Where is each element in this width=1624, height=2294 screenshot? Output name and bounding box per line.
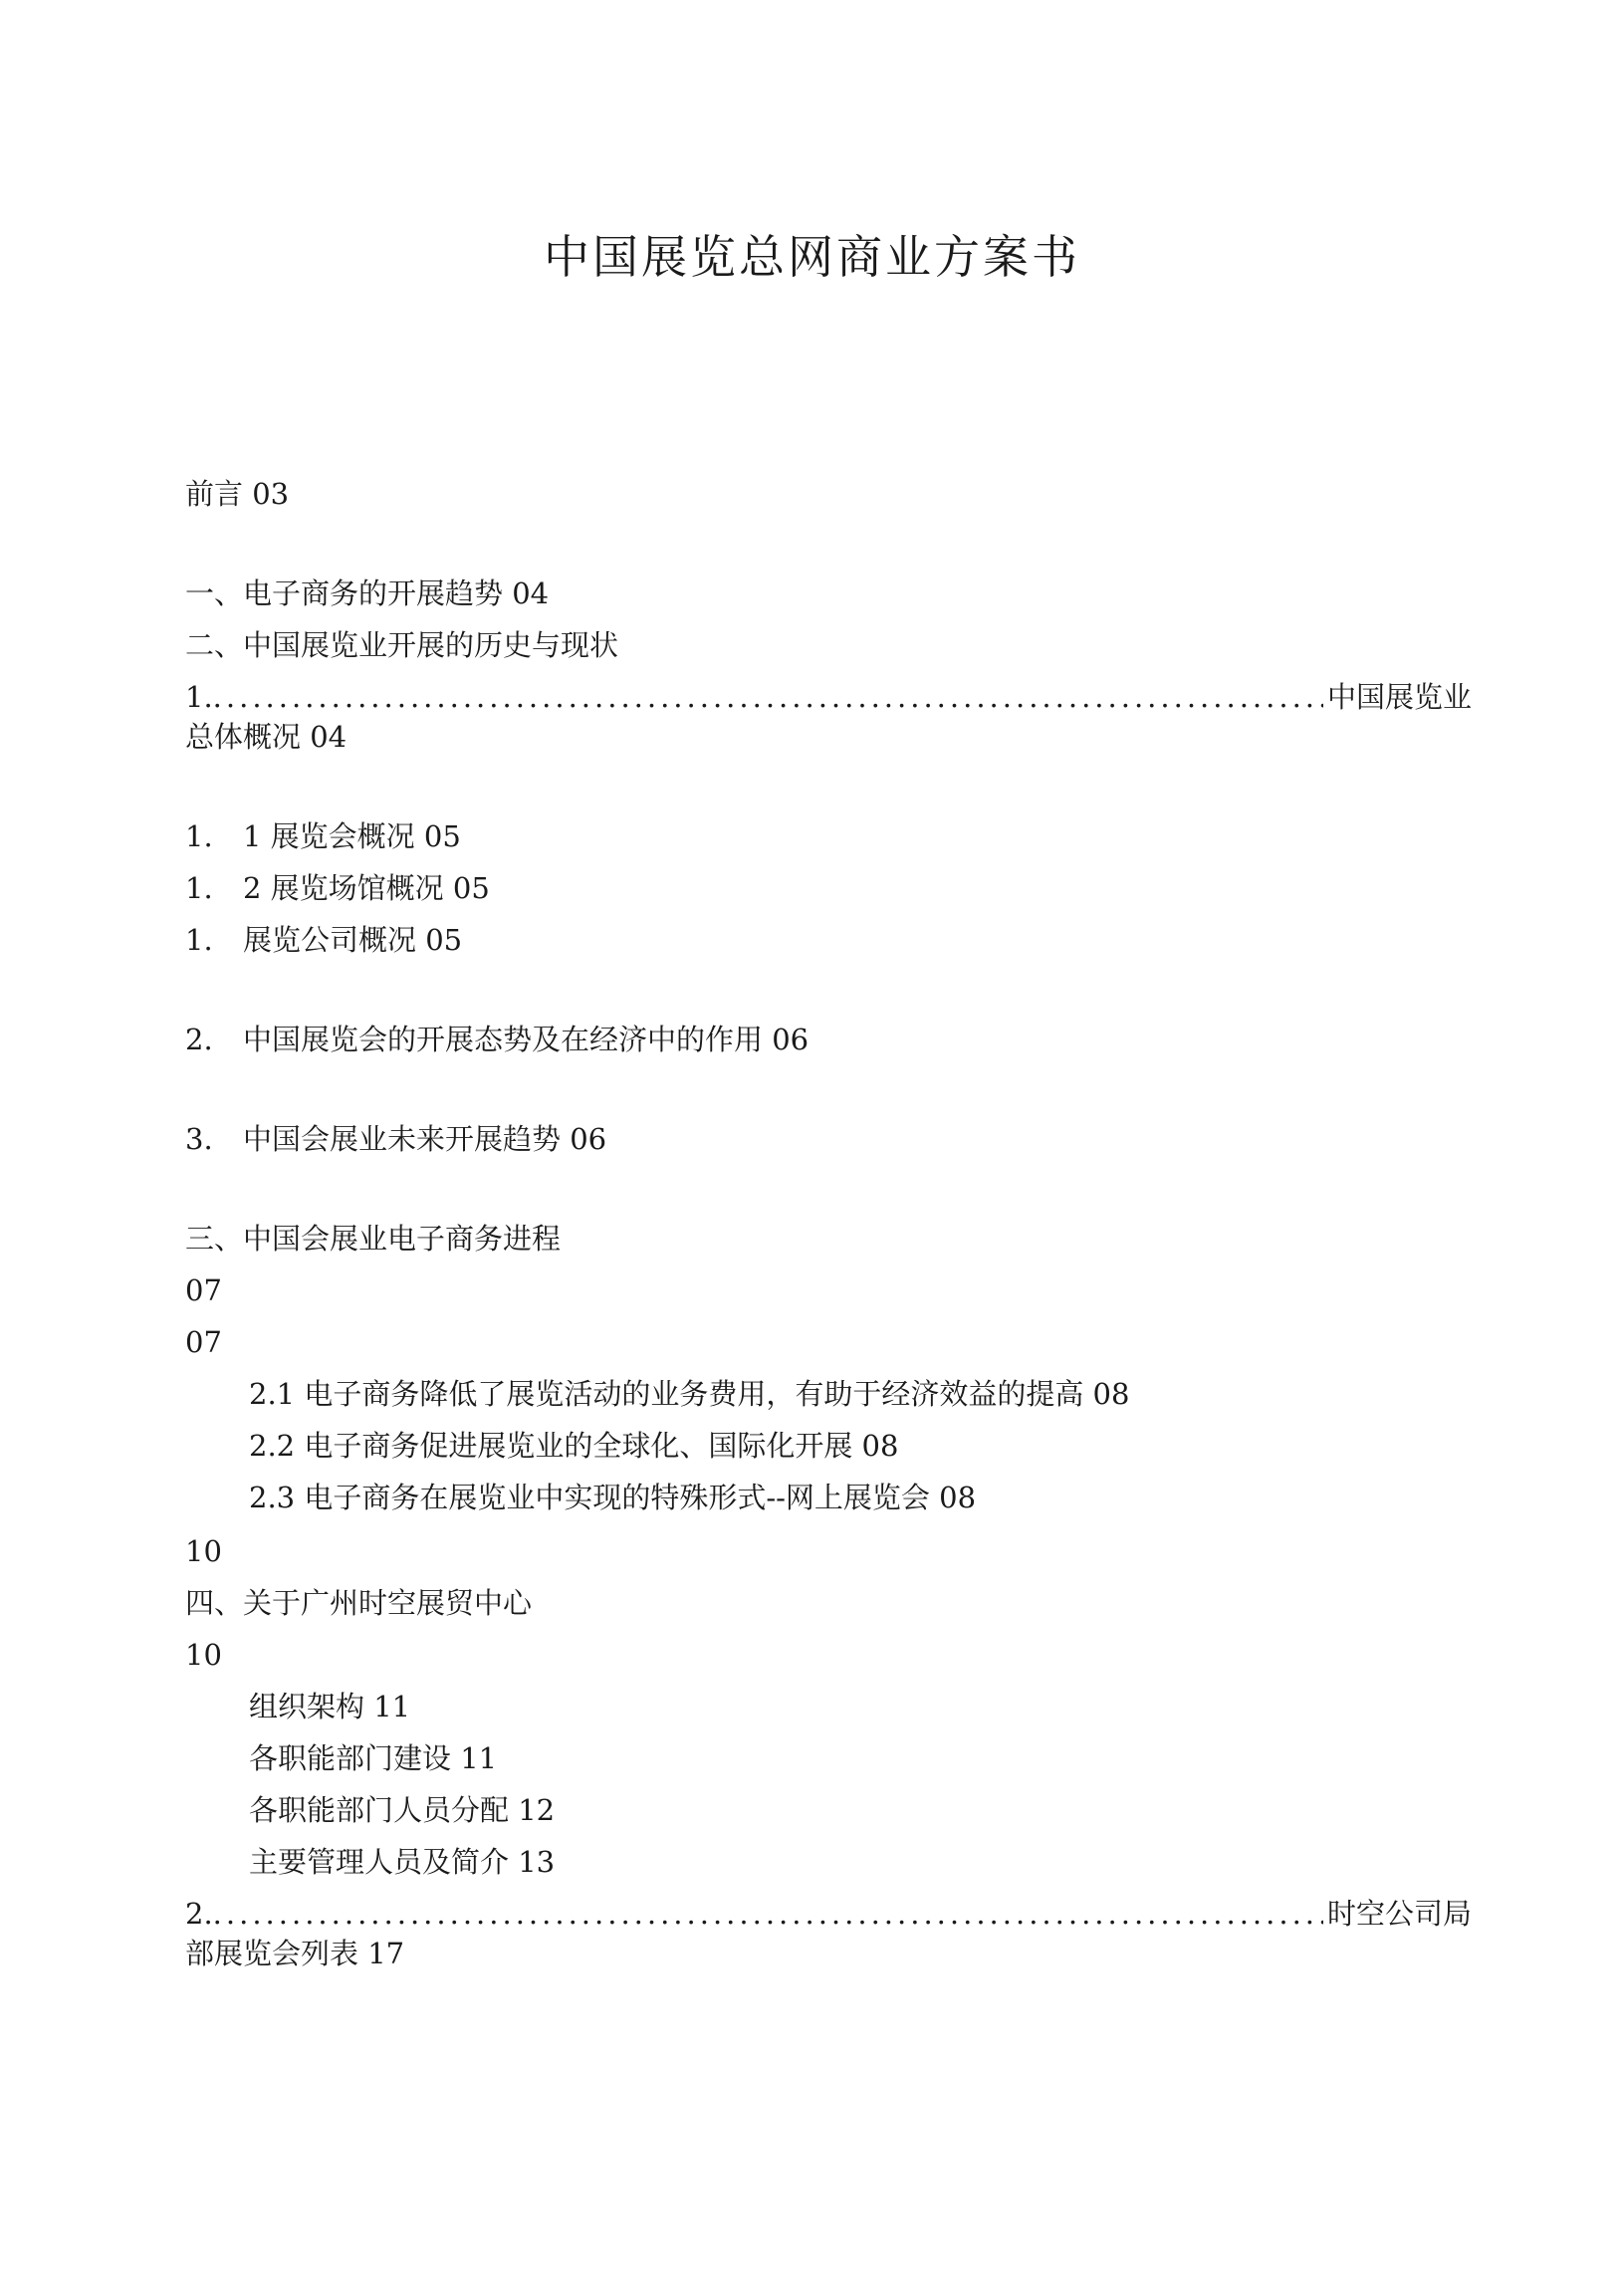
toc-text: 中国展览会的开展态势及在经济中的作用 06	[243, 1023, 810, 1056]
toc-number: 2.	[185, 1023, 213, 1056]
toc-section-2: 二、中国展览业开展的历史与现状	[185, 628, 619, 662]
toc-page-number: 10	[185, 1638, 222, 1672]
toc-entry-2-1-3	[185, 920, 462, 960]
toc-page-number: 07	[185, 1273, 222, 1307]
dot-leader	[213, 677, 1323, 717]
toc-number: 1.	[185, 819, 213, 853]
toc-preface: 前言 03	[185, 477, 290, 511]
toc-entry-2-2	[185, 1020, 809, 1059]
document-title: 中国展览总网商业方案书	[544, 230, 1080, 284]
toc-text: 1 展览会概况 05	[243, 819, 461, 853]
toc-section-4: 四、关于广州时空展贸中心	[185, 1586, 533, 1620]
toc-entry-3-2-1: 2.1 电子商务降低了展览活动的业务费用，有助于经济效益的提高 08	[249, 1377, 1130, 1411]
toc-number: 1.	[185, 871, 213, 905]
toc-entry-2-1-1	[185, 816, 461, 856]
toc-entry-4-2	[185, 1894, 1472, 1934]
toc-entry-2-1-number: 1.	[185, 680, 213, 714]
toc-page-number: 10	[185, 1534, 222, 1568]
toc-text: 中国会展业未来开展趋势 06	[243, 1122, 607, 1156]
dot-leader	[213, 1894, 1323, 1934]
toc-entry-4-2-title: 时空公司局	[1326, 1897, 1472, 1931]
toc-entry-3-2-3: 2.3 电子商务在展览业中实现的特殊形式--网上展览会 08	[249, 1481, 977, 1514]
toc-entry-4-d: 主要管理人员及简介 13	[249, 1845, 556, 1879]
toc-number: 1.	[185, 923, 213, 957]
toc-section-1: 一、电子商务的开展趋势 04	[185, 576, 550, 610]
toc-page-number: 07	[185, 1325, 222, 1359]
toc-entry-2-1-2	[185, 868, 490, 908]
toc-entry-2-1-continuation: 总体概况 04	[185, 720, 348, 754]
toc-text: 2 展览场馆概况 05	[243, 871, 490, 905]
toc-entry-4-b: 各职能部门建设 11	[249, 1741, 498, 1775]
toc-entry-2-1	[185, 677, 1472, 717]
toc-entry-2-1-title: 中国展览业	[1326, 680, 1472, 714]
toc-entry-4-a: 组织架构 11	[249, 1690, 411, 1723]
toc-entry-4-c: 各职能部门人员分配 12	[249, 1793, 556, 1827]
toc-entry-2-3	[185, 1119, 606, 1159]
toc-number: 3.	[185, 1122, 213, 1156]
toc-section-3: 三、中国会展业电子商务进程	[185, 1222, 562, 1256]
toc-entry-4-2-continuation: 部展览会列表 17	[185, 1937, 405, 1970]
toc-entry-4-2-number: 2.	[185, 1897, 213, 1931]
toc-entry-3-2-2: 2.2 电子商务促进展览业的全球化、国际化开展 08	[249, 1429, 899, 1463]
toc-text: 展览公司概况 05	[243, 923, 463, 957]
